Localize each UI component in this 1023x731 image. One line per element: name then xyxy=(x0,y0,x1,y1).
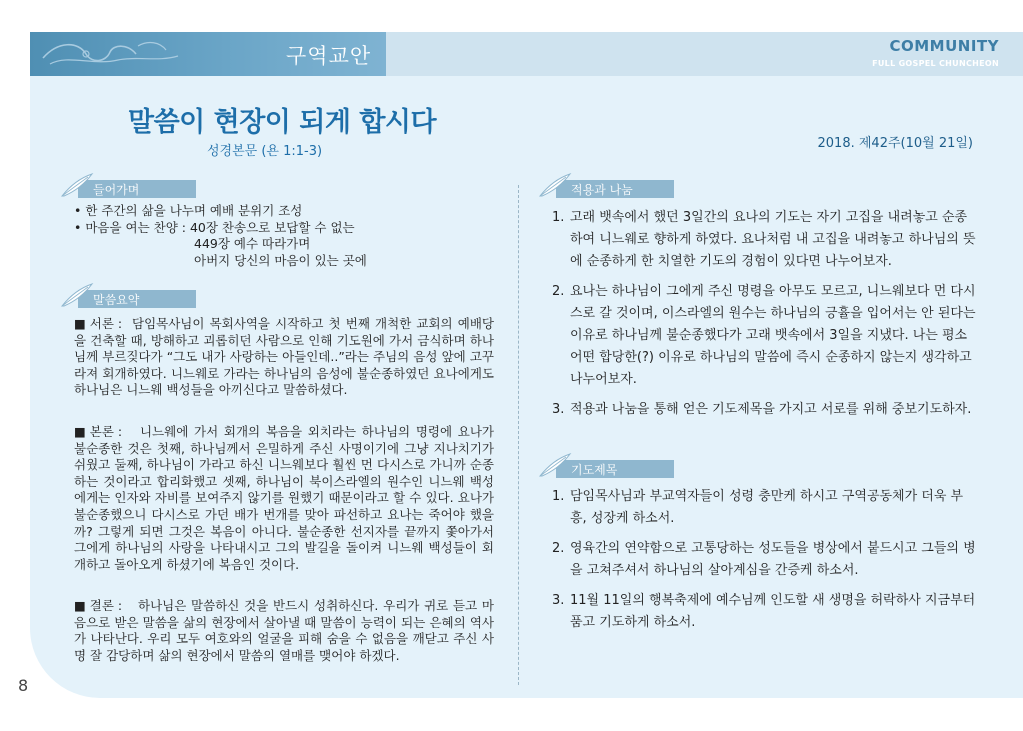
feather-icon xyxy=(60,282,94,308)
section-prayer-label: 기도제목 xyxy=(571,463,618,477)
item-number: 2. xyxy=(552,284,565,299)
section-application-label: 적용과 나눔 xyxy=(571,183,633,197)
list-item xyxy=(552,207,976,273)
section-intro-label: 들어가며 xyxy=(93,183,140,197)
conclusion-text: 하나님은 말씀하신 것을 반드시 성취하신다. 우리가 귀로 듣고 마음으로 받은 말씀을 삶의 현장에서 살아낼 때 말씀이 능력이 되는 은혜의 역사가 나타난다. 우리 모두 여호와의 얼굴을 피해 숨을 수 없음을 깨닫고 주신 사명 잘 감당하며 삶의 현장에서 말씀의 열매를 맺어야 하겠다. xyxy=(74,598,494,663)
item-text: 담임목사님과 부교역자들이 성령 충만케 하시고 구역공동체가 더욱 부흥, 성장케 하소서. xyxy=(570,489,964,526)
header-title: 구역교안 xyxy=(286,44,372,68)
summary-body xyxy=(74,424,494,573)
item-number: 3. xyxy=(552,402,565,417)
lesson-date: 2018. 제42주(10월 21일) xyxy=(817,136,973,151)
section-intro-heading xyxy=(60,178,200,198)
summary-conclusion xyxy=(74,598,494,664)
section-summary-label: 말씀요약 xyxy=(93,293,140,307)
feather-icon xyxy=(538,452,572,478)
list-item xyxy=(552,399,976,421)
summary-introduction xyxy=(74,316,494,399)
body-text: 니느웨에 가서 회개의 복음을 외치라는 하나님의 명령에 요나가 불순종한 것은 첫째, 하나님께서 은밀하게 주신 사명이기에 그냥 지나치기가 쉬웠고 둘째, 하나님이 가라고 하신 니느웨보다 훨씬 먼 다시스로 가니까 순종하는 것이라고 합리화했고 셋째, 하나님이 북이스라엘의 원수인 니느웨 백성에게는 인자와 자비를 보여주지 않기를 원했기 때문이라고 할 수 있다. 요나가 불순종했으니 다시스로 가던 배가 번개를 맞아 파선하고 요나는 죽어야 했을까? 그렇게 되면 그것은 복음이 아니다. 불순종한 선지자를 끝까지 쫓아가서 그에게 하나님의 사랑을 나타내시고 그의 발길을 돌이켜 니느웨 백성들이 회개하고 돌아오게 하셨기에 복음인 것이다. xyxy=(74,424,494,572)
application-list xyxy=(552,207,976,429)
item-text: 요나는 하나님이 그에게 주신 명령을 아무도 모르고, 니느웨보다 먼 다시스로 갈 것이며, 이스라엘의 원수는 하나님의 긍휼을 입어서는 안 된다는 이유로 하나님께 불순종했다가 고래 뱃속에서 3일을 지냈다. 나는 평소 어떤 합당한(?) 이유로 하나님의 말씀에 즉시 순종하지 않는지 생각하고 나누어보자. xyxy=(570,284,976,387)
intro-bullet-2: • 마음을 여는 찬양 : 40장 찬송으로 보답할 수 없는 xyxy=(74,219,355,235)
introduction-tag: ■ 서론 : xyxy=(74,316,123,331)
body-tag: ■ 본론 : xyxy=(74,424,123,439)
section-application-heading xyxy=(538,178,678,198)
item-number: 1. xyxy=(552,210,565,225)
item-number: 2. xyxy=(552,541,565,556)
introduction-text: 담임목사님이 목회사역을 시작하고 첫 번째 개척한 교회의 예배당을 건축할 때, 방해하고 괴롭히던 사람으로 인해 기도원에 가서 금식하며 하나님께 부르짖다가 “그도 내가 사랑하는 아들인데..”라는 주님의 음성 앞에 고꾸라져 회개하였다. 니느웨로 가라는 하나님의 음성에 불순종하였던 요나에게도 하나님은 니느웨 백성들을 아끼신다고 말씀하셨다. xyxy=(74,316,494,398)
conclusion-tag: ■ 결론 : xyxy=(74,598,123,613)
header-right-bar xyxy=(386,32,1023,76)
lesson-title: 말씀이 현장이 되게 합시다 xyxy=(128,107,437,138)
feather-icon xyxy=(60,172,94,198)
list-item xyxy=(552,486,976,530)
intro-list xyxy=(74,203,367,269)
church-label: FULL GOSPEL CHUNCHEON xyxy=(872,59,999,68)
item-text: 적용과 나눔을 통해 얻은 기도제목을 가지고 서로를 위해 중보기도하자. xyxy=(570,402,972,417)
feather-icon xyxy=(538,172,572,198)
community-label: COMMUNITY xyxy=(889,37,999,55)
list-item xyxy=(552,538,976,582)
item-text: 고래 뱃속에서 했던 3일간의 요나의 기도는 자기 고집을 내려놓고 순종하여 니느웨로 향하게 하였다. 요나처럼 내 고집을 내려놓고 하나님의 뜻에 순종하게 한 치열한 기도의 경험이 있다면 나누어보자. xyxy=(570,210,976,269)
prayer-list xyxy=(552,486,976,642)
section-prayer-heading xyxy=(538,458,678,478)
intro-song-2: 449장 예수 따라가며 xyxy=(194,236,311,251)
section-summary-heading xyxy=(60,288,200,308)
page-number: 8 xyxy=(18,676,29,695)
list-item xyxy=(552,590,976,634)
swirl-ornament-icon xyxy=(38,36,188,72)
item-text: 영육간의 연약함으로 고통당하는 성도들을 병상에서 붙드시고 그들의 병을 고쳐주셔서 하나님의 살아계심을 간증케 하소서. xyxy=(570,541,976,578)
column-divider xyxy=(518,185,519,685)
header-banner xyxy=(30,32,386,76)
list-item xyxy=(552,281,976,391)
item-number: 3. xyxy=(552,593,565,608)
item-number: 1. xyxy=(552,489,565,504)
intro-bullet-1: • 한 주간의 삶을 나누며 예배 분위기 조성 xyxy=(74,203,303,218)
intro-song-3: 아버지 당신의 마음이 있는 곳에 xyxy=(194,252,367,268)
item-text: 11월 11일의 행복축제에 예수님께 인도할 새 생명을 허락하사 지금부터 품고 기도하게 하소서. xyxy=(570,593,976,630)
scripture-reference: 성경본문 (욘 1:1-3) xyxy=(207,144,323,159)
